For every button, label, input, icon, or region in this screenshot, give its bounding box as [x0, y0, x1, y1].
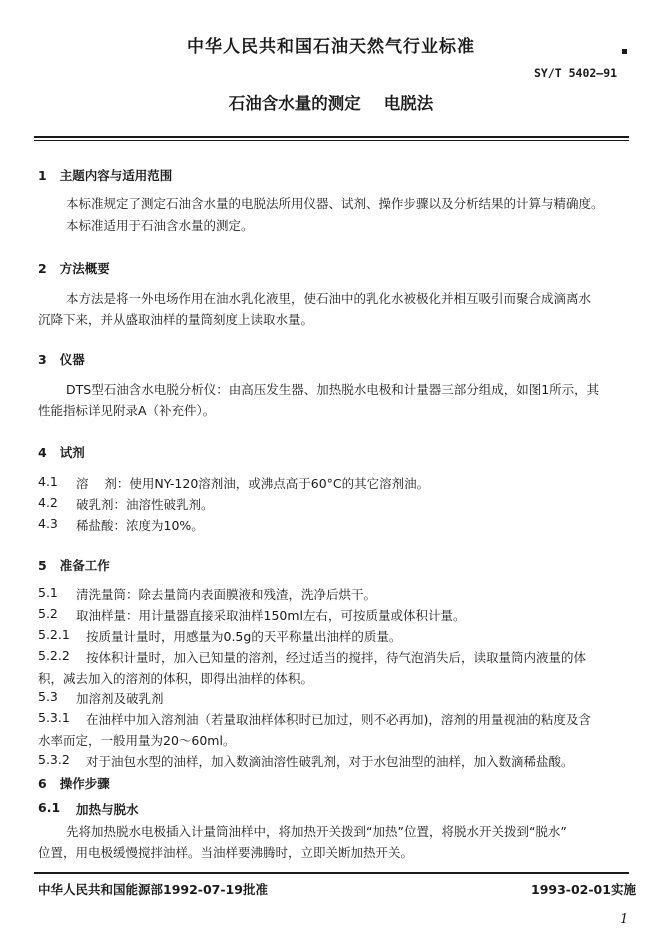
- item-number: 5.3.2: [38, 752, 70, 767]
- effective-date: 1993-02-01实施: [531, 882, 636, 897]
- item-text: 按质量计量时，用感量为0.5g的天平称量出油样的质量。: [86, 629, 402, 644]
- section-5-heading: 5 准备工作: [38, 558, 110, 573]
- page-number: 1: [620, 912, 629, 927]
- section-3-paragraph-line-2: 性能指标详见附录A（补充件）。: [38, 403, 216, 418]
- section-1-paragraph-1: 本标准规定了测定石油含水量的电脱法所用仪器、试剂、操作步骤以及分析结果的计算与精确度。: [66, 196, 604, 211]
- item-number: 5.3.1: [38, 710, 70, 725]
- footer-divider: [34, 872, 629, 874]
- item-text: 按体积计量时，加入已知量的溶剂，经过适当的搅拌，待气泡消失后，读取量筒内液量的体: [86, 650, 587, 665]
- item-text: 溶 剂：使用NY-120溶剂油，或沸点高于60°C的其它溶剂油。: [76, 476, 430, 491]
- section-6-heading: 6 操作步骤: [38, 776, 110, 791]
- item-text: 加溶剂及破乳剂: [76, 691, 164, 706]
- item-text: 取油样量：用计量器直接采取油样150ml左右，可按质量或体积计量。: [76, 608, 466, 623]
- item-text: 加热与脱水: [76, 802, 139, 817]
- section-1-heading: 1 主题内容与适用范围: [38, 168, 173, 183]
- item-text: 破乳剂：油溶性破乳剂。: [76, 497, 214, 512]
- section-2-paragraph-line-1: 本方法是将一外电场作用在油水乳化液里，使石油中的乳化水被极化并相互吸引而聚合成滴离水: [66, 291, 592, 306]
- item-number: 5.2: [38, 606, 58, 621]
- item-number: 5.3: [38, 689, 58, 704]
- section-6-paragraph-line-2: 位置，用电极缓慢搅拌油样。当油样要沸腾时，立即关断加热开关。: [38, 845, 414, 860]
- item-number: 4.3: [38, 516, 58, 531]
- item-text-continuation: 积，减去加入的溶剂的体积，即得出油样的体积。: [38, 671, 314, 686]
- section-3-heading: 3 仪器: [38, 352, 85, 367]
- item-number: 5.2.2: [38, 648, 70, 663]
- item-number: 4.1: [38, 474, 58, 489]
- item-text: 对于油包水型的油样，加入数滴油溶性破乳剂，对于水包油型的油样，加入数滴稀盐酸。: [86, 754, 574, 769]
- section-2-paragraph-line-2: 沉降下来，并从盛取油样的量筒刻度上读取水量。: [38, 312, 314, 327]
- standard-category-title: 中华人民共和国石油天然气行业标准: [187, 37, 475, 57]
- item-number: 5.1: [38, 585, 58, 600]
- item-number: 4.2: [38, 495, 58, 510]
- document-title: 石油含水量的测定 电脱法: [228, 94, 434, 113]
- corner-mark: [622, 49, 627, 54]
- header-divider-top: [34, 136, 629, 138]
- item-text: 稀盐酸：浓度为10%。: [76, 518, 204, 533]
- section-1-paragraph-2: 本标准适用于石油含水量的测定。: [66, 218, 254, 233]
- item-number: 5.2.1: [38, 627, 70, 642]
- approval-note: 中华人民共和国能源部1992-07-19批准: [38, 882, 268, 897]
- item-text-continuation: 水率而定，一般用量为20～60ml。: [38, 733, 236, 748]
- header-divider-bottom: [34, 140, 629, 141]
- standard-number: SY/T 5402—91: [534, 66, 618, 80]
- item-number: 6.1: [38, 800, 61, 815]
- item-text: 清洗量筒：除去量筒内表面膜液和残渣，洗净后烘干。: [76, 587, 377, 602]
- section-2-heading: 2 方法概要: [38, 261, 110, 276]
- section-6-paragraph-line-1: 先将加热脱水电极插入计量筒油样中，将加热开关拨到“加热”位置，将脱水开关拨到“脱水”: [66, 824, 567, 839]
- section-3-paragraph-line-1: DTS型石油含水电脱分析仪：由高压发生器、加热脱水电极和计量器三部分组成，如图1所示，其: [66, 382, 600, 397]
- section-4-heading: 4 试剂: [38, 445, 85, 460]
- item-text: 在油样中加入溶剂油（若量取油样体积时已加过，则不必再加)，溶剂的用量视油的粘度及含: [86, 712, 591, 727]
